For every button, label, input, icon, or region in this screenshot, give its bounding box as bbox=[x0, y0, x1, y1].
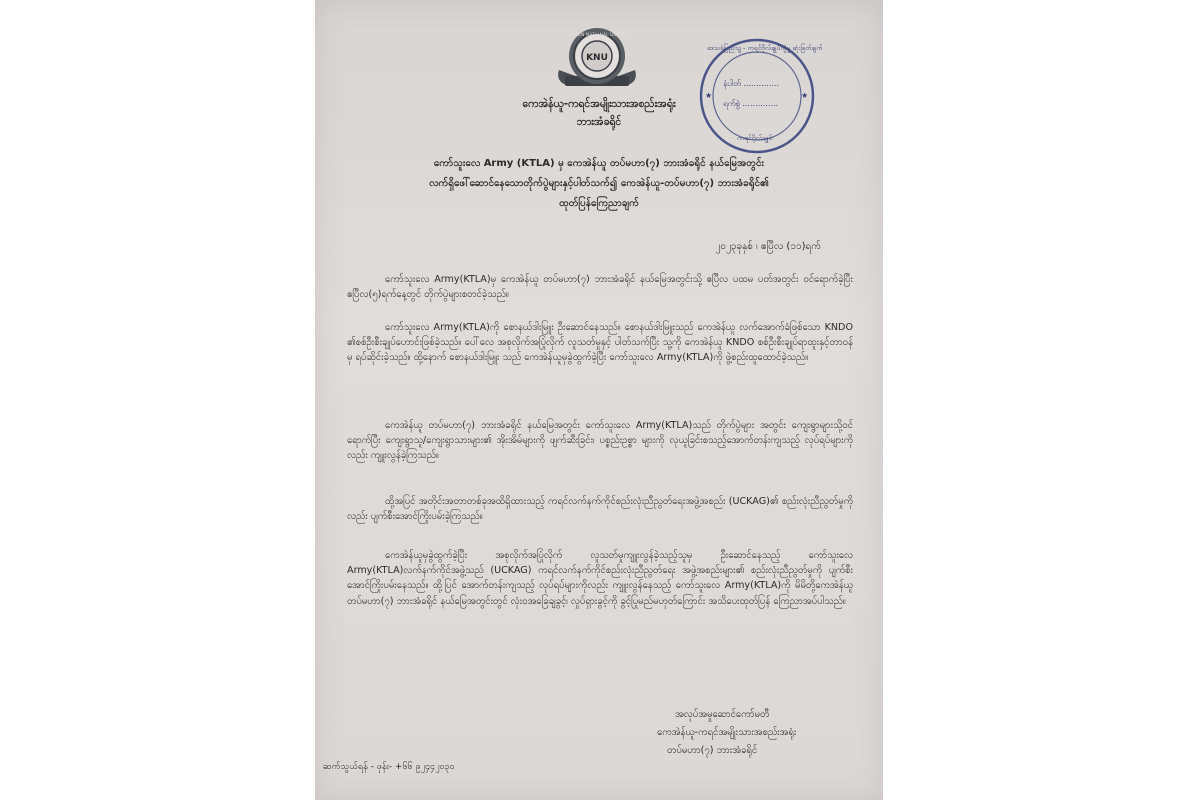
title-line-1: ကော်သူးလေ Army (KTLA) မှ ကေအဲန်ယူ တပ်မဟာ(၇) ဘားအံခရိုင် နယ်မြေအတွင်း bbox=[433, 158, 765, 169]
seal-center-text: KNU bbox=[586, 53, 608, 63]
svg-text:★: ★ bbox=[705, 91, 713, 100]
document-date: ၂၀၂၃ခုနှစ် ၊ ဧပြီလ (၁၁)ရက် bbox=[715, 241, 821, 252]
knu-seal-emblem bbox=[551, 26, 643, 92]
paragraph-5: ကေအဲန်ယူမှခွဲထွက်ခဲ့ပြီး အစုလိုက်အပြုံလိုက် လူသတ်မှုကျူးလွန်ခဲ့သည့်သူမှ ဦးဆောင်နေသည့် ကော်သူးလေ Army(KTLA)လက်နက်ကိုင်အဖွဲ့သည် (UCKAG) ကရင်လက်နက်ကိုင်စည်းလုံးညီညွတ်ရေး အဖွဲ့အစည်းများ၏ စည်းလုံးညီညွတ်မှုကို ပျက်စီးအောင်ကြိုးပမ်းနေသည်။ ထို့ပြင် အောက်တန်းကျသည့် လုပ်ရပ်များကိုလည်း ကျူးလွန်နေသည့် ကော်သူးလေ Army(KTLA)ကို မိမိတို့ကေအဲန်ယူ တပ်မဟာ(၇) ဘားအံခရိုင် နယ်မြေအတွင်းတွင် လုံးဝအခြေချခွင့်၊ လှုပ်ရှားခွင့်ကို ခွင့်ပြုမည်မဟုတ်ကြောင်း အသိပေးထုတ်ပြန် ကြေညာအပ်ပါသည်။ bbox=[347, 550, 853, 607]
org-name: ကေအဲန်ယူ-ကရင်အမျိုးသားအစည်းအရုံး bbox=[522, 98, 676, 110]
stamp-bottom-arc: ကရင်ဗိုလ်ချုပ် bbox=[737, 134, 773, 142]
round-ink-stamp bbox=[697, 36, 823, 156]
seal-ring-text: KAREN NATIONAL UNION bbox=[569, 33, 625, 38]
paragraph-2: ကော်သူးလေ Army(KTLA)ကို စောနယ်ဒါးမြူး ဦးဆောင်နေသည်။ စောနယ်ဒါးမြူးသည် ကေအဲန်ယူ လက်အောက်ခံဖြစ်သော KNDO ၏စစ်ဦးစီးချုပ်ဟောင်းဖြစ်ခဲ့သည်။ ပေါ်လေ အစုလိုက်အပြုံလိုက် လူသတ်မှုနှင့် ပါတ်သက်ပြီး သူ့ကို ကေအဲန်ယူ KNDO စစ်ဦးစီးချုပ်ရာထူးနှင့်တာဝန်မှ ရပ်ဆိုင်းခဲ့သည်။ ထို့နောက် စောနယ်ဒါးမြူး သည် ကေအဲန်ယူမှခွဲထွက်ခဲ့ပြီး ကော်သူးလေ Army(KTLA)ကို ဖွဲ့စည်းထူထောင်ခဲ့သည်။ bbox=[347, 322, 853, 364]
signature-org: ကေအဲန်ယူ-ကရင်အမျိုးသားအစည်းအရုံး bbox=[657, 727, 797, 738]
title-line-2: လက်ရှိဖေါ်ဆောင်နေသောတိုက်ပွဲများနှင့်ပါတ်သက်၍ ကေအဲန်ယူ-တပ်မဟာ(၇) ဘားအံခရိုင်၏ bbox=[429, 178, 769, 189]
signature-brigade: တပ်မဟာ(၇) ဘားအံခရိုင် bbox=[667, 745, 758, 756]
contact-phone: ဆက်သွယ်ရန် - ဖုန်း- +၆၆ ၉၂၄၄၂၀၃၀ bbox=[323, 762, 455, 772]
document-page bbox=[315, 0, 883, 800]
paragraph-3: ကေအဲန်ယူ တပ်မဟာ(၇) ဘားအံခရိုင် နယ်မြေအတွင်း ကော်သူးလေ Army(KTLA)သည် တိုက်ပွဲများ အတွင်း ကျေးရွာများသို့ဝင်ရောက်ပြီး ကျေးရွာသူ/ကျေးရွာသားများ၏ အိုးအိမ်များကို ဖျက်ဆီးခြင်း၊ ပစ္စည်းဥစ္စာ များကို လုယူခြင်းစသည့်အောက်တန်းကျသည့် လုပ်ရပ်များကိုလည်း ကျူးလွန်ခဲ့ကြသည်။ bbox=[347, 420, 853, 462]
title-line-3: ထုတ်ပြန်ကြေညာချက် bbox=[559, 198, 639, 209]
paragraph-4: ထို့အပြင် အတိုင်းအတာတစ်ခုအထိရှိထားသည့် ကရင်လက်နက်ကိုင်စည်းလုံးညီညွတ်ရေးအဖွဲ့အစည်း (UCKAG)၏ စည်းလုံးညီညွတ်မှုကိုလည်း ပျက်စီးအောင်ကြိုးပမ်းခဲ့ကြသည်။ bbox=[347, 496, 853, 523]
stamp-date-line: ရက်စွဲ .............. bbox=[723, 99, 779, 108]
district-name: ဘားအံခရိုင် bbox=[576, 116, 622, 128]
stamp-top-arc: ဒေသခံပြည်သူ့ - ကရင်ဗိုလ်ချုပ်ကွဲမှု ဆုံးဖြတ်ချက် bbox=[707, 44, 823, 52]
paragraph-1: ကော်သူးလေ Army(KTLA)မှ ကေအဲန်ယူ တပ်မဟာ(၇) ဘားအံခရိုင် နယ်မြေအတွင်းသို့ ဧပြီလ ပထမ ပတ်အတွင်း ဝင်ရောက်ခဲ့ပြီး ဧပြီလ(၅)ရက်နေ့တွင် တိုက်ပွဲများစတင်ခဲ့သည်။ bbox=[347, 274, 853, 301]
signature-committee: အလုပ်အမှုဆောင်ကော်မတီ bbox=[675, 709, 770, 720]
stamp-number-line: နံပါတ် .............. bbox=[723, 79, 780, 88]
svg-text:★: ★ bbox=[801, 91, 809, 100]
